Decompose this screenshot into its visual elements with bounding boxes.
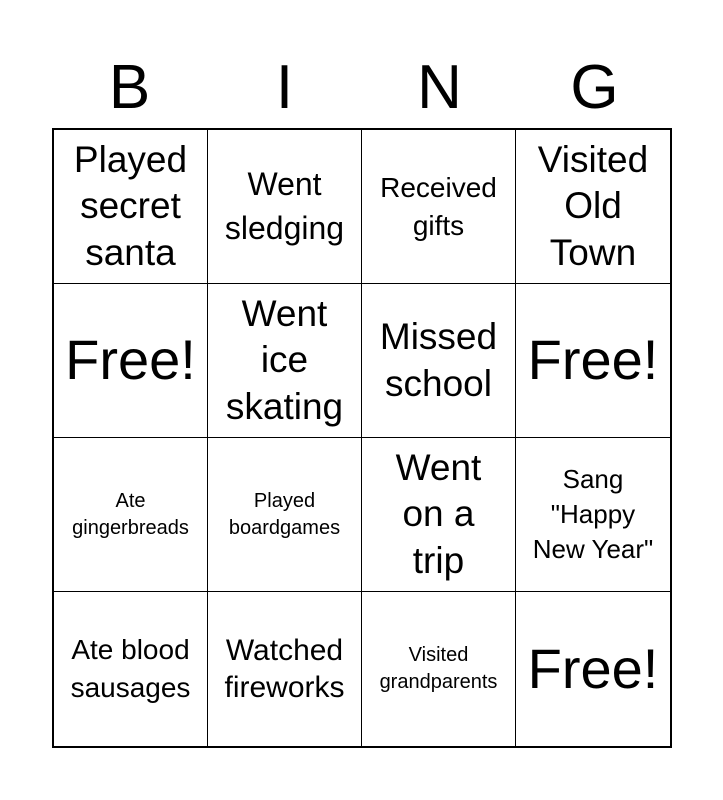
header-letter-n: N xyxy=(417,53,462,122)
bingo-cell-free[interactable] xyxy=(516,592,670,746)
bingo-cell[interactable] xyxy=(54,130,208,284)
bingo-cell[interactable] xyxy=(362,130,516,284)
cell-text: Missed school xyxy=(379,316,498,404)
cell-text: Free! xyxy=(65,328,196,392)
bingo-cell[interactable] xyxy=(362,592,516,746)
cell-text: Went ice skating xyxy=(225,293,344,427)
bingo-cell[interactable] xyxy=(516,438,670,592)
cell-text: Visited Old Town xyxy=(537,139,649,273)
cell-text: Ate blood sausages xyxy=(70,634,191,703)
bingo-cell[interactable] xyxy=(516,130,670,284)
bingo-cell[interactable] xyxy=(208,284,362,438)
cell-text: Played secret santa xyxy=(73,139,188,273)
cell-text: Went on a trip xyxy=(395,447,482,581)
bingo-cell[interactable] xyxy=(208,592,362,746)
bingo-cell[interactable] xyxy=(54,438,208,592)
cell-text: Received gifts xyxy=(380,171,497,241)
header-letter-b: B xyxy=(108,53,151,122)
bingo-cell-free[interactable] xyxy=(54,284,208,438)
bingo-cell[interactable] xyxy=(54,592,208,746)
header-letter-i: I xyxy=(275,53,294,122)
bingo-cell[interactable] xyxy=(362,284,516,438)
bingo-cell[interactable] xyxy=(362,438,516,592)
bingo-cell[interactable] xyxy=(208,438,362,592)
cell-text: Went sledging xyxy=(224,166,345,246)
cell-text: Played boardgames xyxy=(228,489,341,539)
header-letter-g: G xyxy=(570,53,619,122)
bingo-cell-free[interactable] xyxy=(516,284,670,438)
bingo-header xyxy=(52,48,672,128)
cell-text: Free! xyxy=(527,636,659,700)
cell-text: Sang "Happy New Year" xyxy=(532,463,654,565)
cell-text: Watched fireworks xyxy=(224,633,345,704)
cell-text: Visited grandparents xyxy=(379,644,498,693)
cell-text: Free! xyxy=(527,328,659,392)
bingo-board xyxy=(52,128,672,748)
bingo-cell[interactable] xyxy=(208,130,362,284)
cell-text: Ate gingerbreads xyxy=(72,489,189,539)
